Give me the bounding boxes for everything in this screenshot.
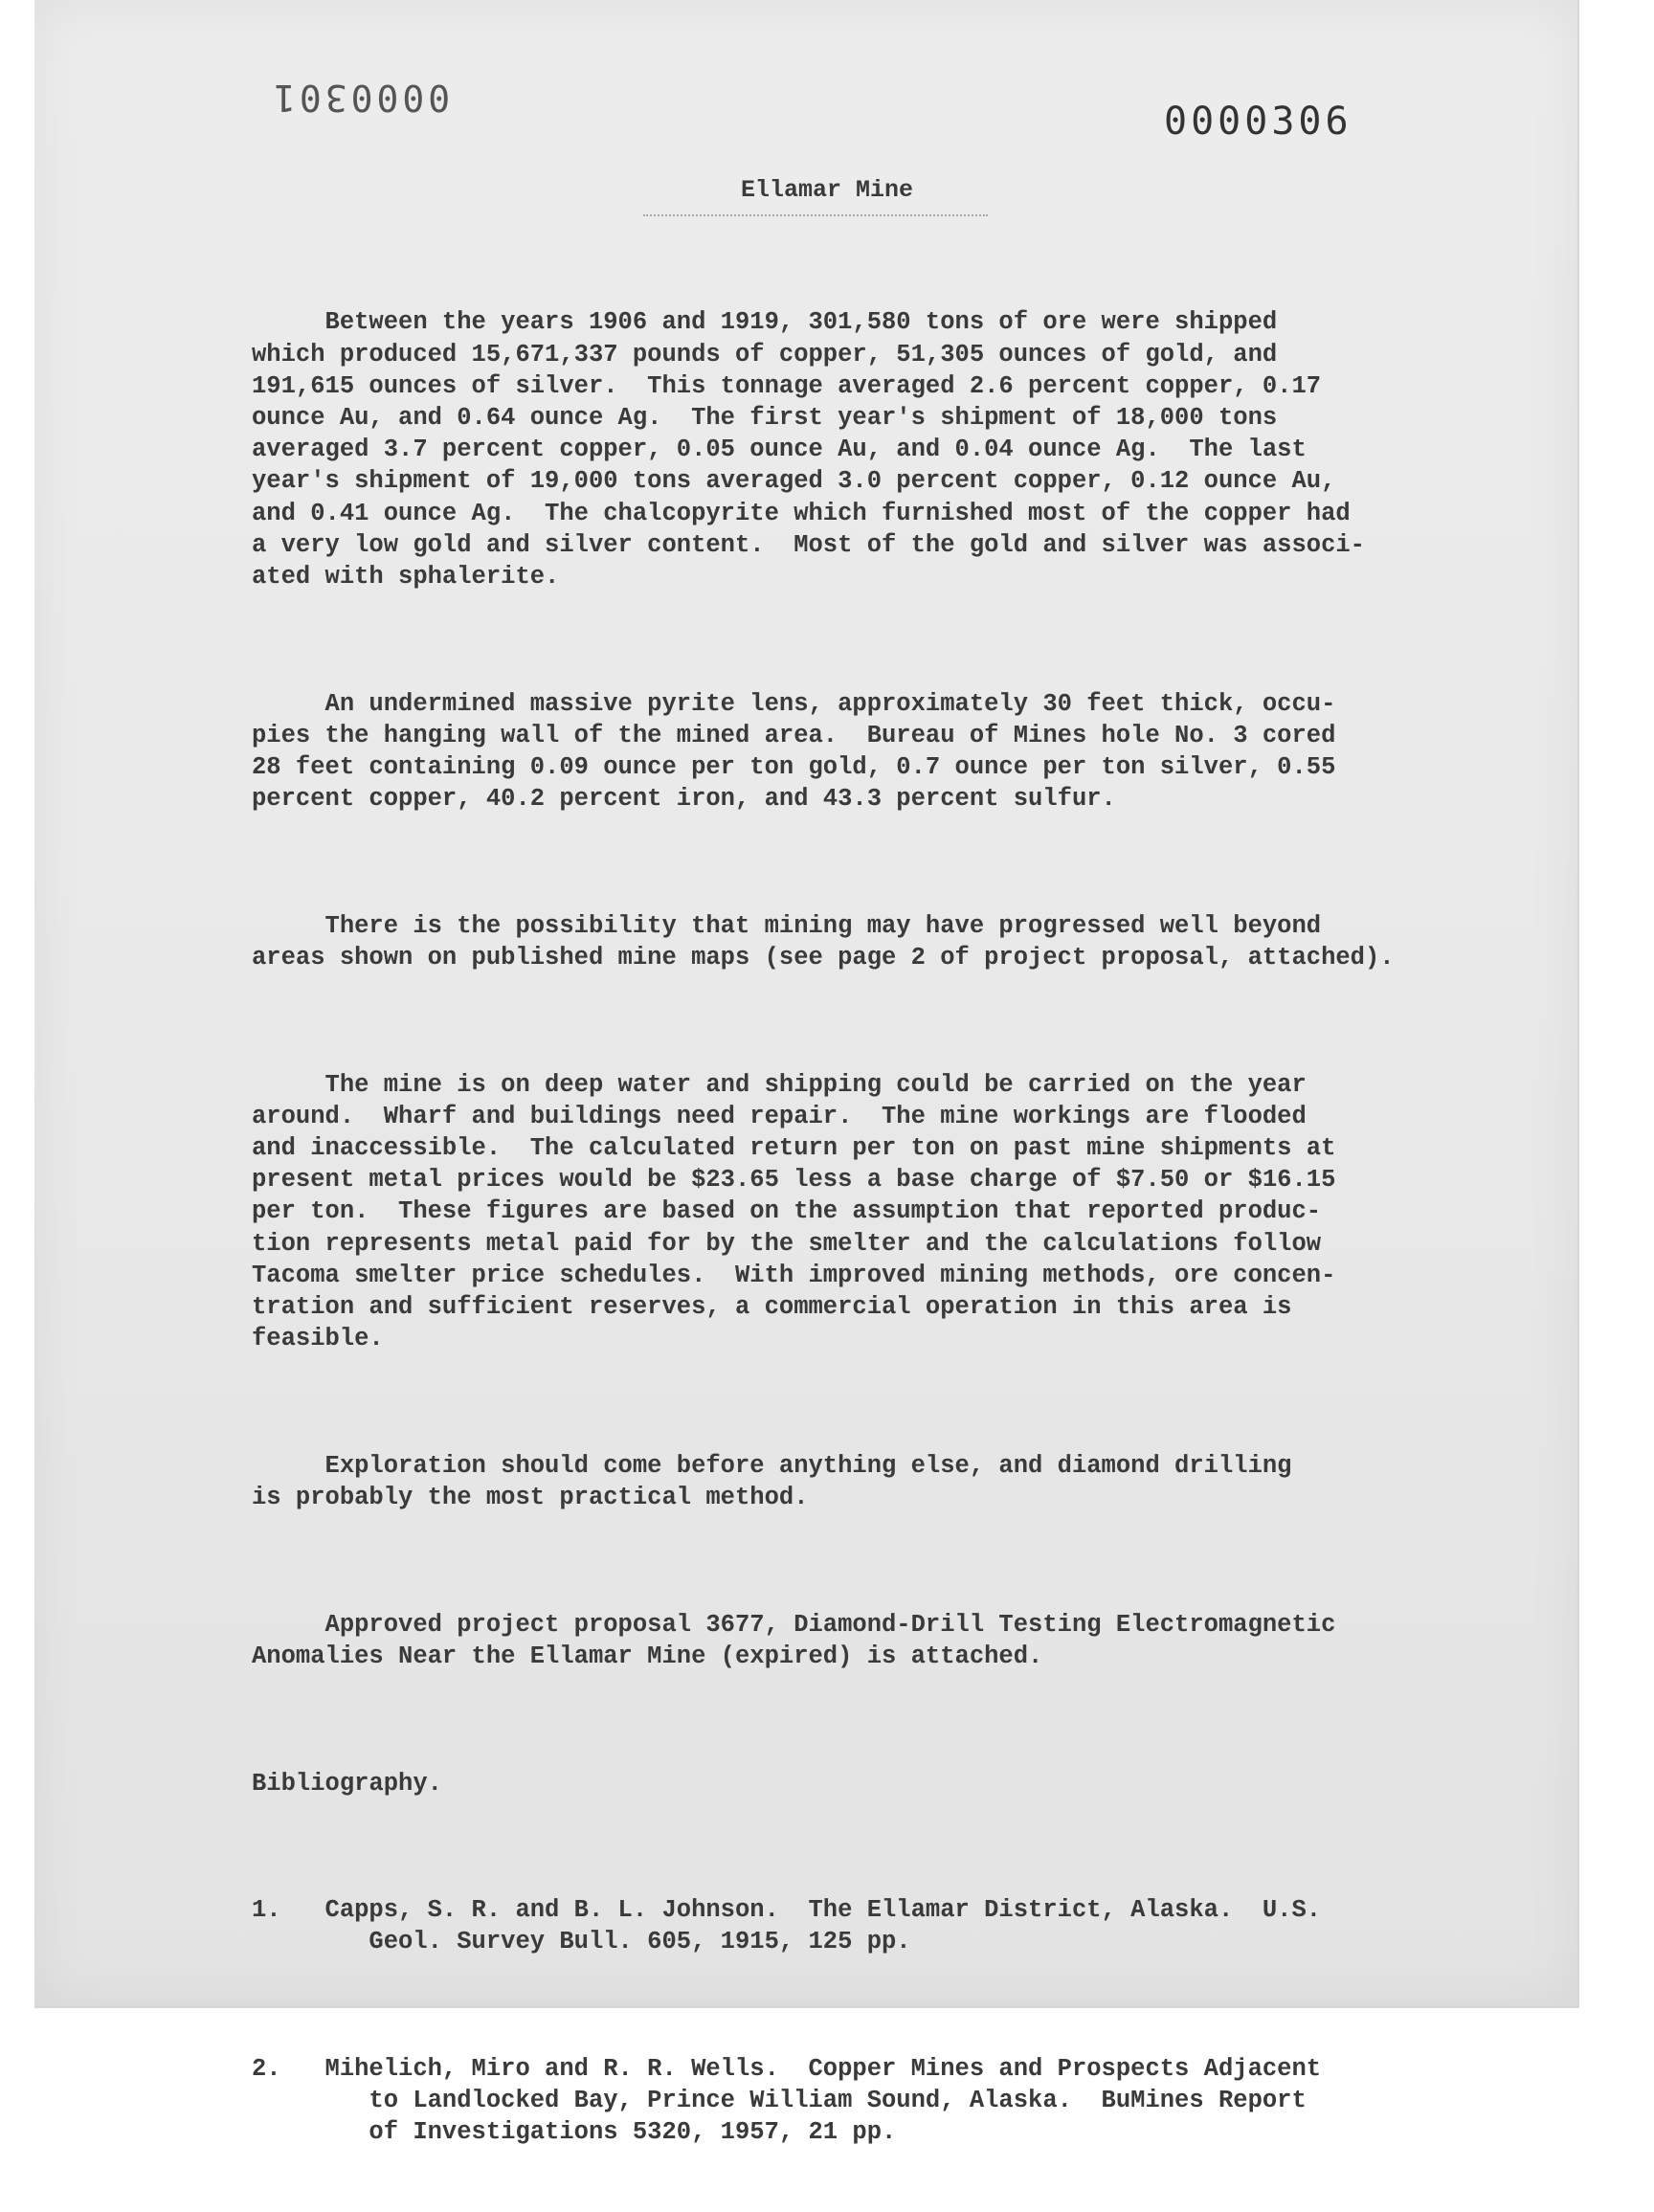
title-underline bbox=[643, 214, 988, 216]
paragraph-production: Between the years 1906 and 1919, 301,580 tons of ore were shipped which produced 15,671,337 pounds of copper, 51,305 ounces of gold, and 191,615 ounces of silver. This tonnage averaged 2.6 percent copper, 0.17 ounce Au, and 0.64 ounce Ag. The first year's shipment of 18,000 tons averaged 3.7 percent copper, 0.05 ounce Au, and 0.04 ounce Ag. The last year's shipment of 19,000 tons averaged 3.0 percent copper, 0.12 ounce Au, and 0.41 ounce Ag. The chalcopyrite which furnished most of the copper had a very low gold and silver content. Most of the gold and silver was associ- ated with sphalerite. bbox=[252, 308, 1365, 592]
document-number: 0000306 bbox=[1164, 100, 1352, 144]
paragraph-exploration: Exploration should come before anything else, and diamond drilling is probably the most practical method. bbox=[252, 1451, 1292, 1512]
document-body bbox=[252, 243, 1496, 2212]
page-title: Ellamar Mine bbox=[740, 176, 914, 204]
paragraph-mine-maps: There is the possibility that mining may have progressed well beyond areas shown on published mine maps (see page 2 of project proposal, attached). bbox=[252, 911, 1395, 972]
paragraph-project-proposal: Approved project proposal 3677, Diamond-Drill Testing Electromagnetic Anomalies Near the Ellamar Mine (expired) is attached. bbox=[252, 1610, 1336, 1670]
document-number-upside-down: 0000301 bbox=[270, 77, 451, 119]
paragraph-pyrite-lens: An undermined massive pyrite lens, approximately 30 feet thick, occu- pies the hanging wall of the mined area. Bureau of Mines hole No. 3 cored 28 feet containing 0.09 ounce per ton gold, 0.7 ounce per ton silver, 0.55 percent copper, 40.2 percent iron, and 43.3 percent sulfur. bbox=[252, 689, 1336, 814]
bibliography-reference-1: 1. Capps, S. R. and B. L. Johnson. The Ellamar District, Alaska. U.S. Geol. Survey Bull. 605, 1915, 125 pp. bbox=[252, 1896, 1322, 1956]
bibliography-heading: Bibliography. bbox=[252, 1769, 442, 1798]
bibliography-reference-2: 2. Mihelich, Miro and R. R. Wells. Copper Mines and Prospects Adjacent to Landlocked Bay, Prince William Sound, Alaska. BuMines Report of Investigations 5320, 1957, 21 pp. bbox=[252, 2054, 1322, 2147]
paragraph-shipping: The mine is on deep water and shipping could be carried on the year around. Wharf and buildings need repair. The mine workings are flooded and inaccessible. The calculated return per ton on past mine shipments at present metal prices would be $23.65 less a base charge of $7.50 or $16.15 per ton. These figures are based on the assumption that reported produc- tion represents metal paid for by the smelter and the calculations follow Tacoma smelter price schedules. With improved mining methods, ore concen- tration and sufficient reserves, a commercial operation in this area is feasible. bbox=[252, 1070, 1336, 1353]
